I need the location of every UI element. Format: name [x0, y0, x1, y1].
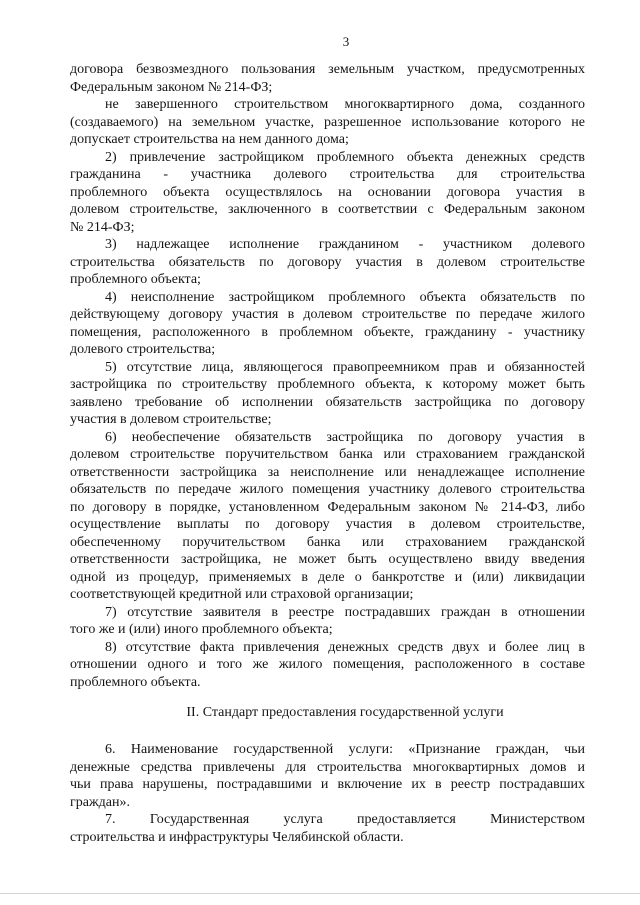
paragraph-item-7: [70, 604, 585, 639]
text-line: осуществление выплаты по договору участия в долевом строительстве,: [70, 517, 585, 532]
text-line: договора безвозмездного пользования земельным участком, предусмотренных: [70, 62, 585, 77]
text-line: (создаваемого) на земельном участке, разрешенное использование которого не: [70, 114, 585, 130]
text-line: действующему договору участия в долевом строительстве по передаче жилого: [70, 307, 585, 322]
text-line: строительства и инфраструктуры Челябинской области.: [70, 829, 404, 845]
text-line: граждан».: [70, 794, 130, 810]
paragraph-clause-7: [70, 811, 585, 846]
text-line: 2) привлечение застройщиком проблемного объекта денежных средств: [105, 149, 585, 165]
text-line: одной из процедур, применяемых в деле о банкротстве и (или) ликвидации: [70, 569, 585, 585]
paragraph-item-3: [70, 236, 585, 289]
text-line: не завершенного строительством многоквартирного дома, созданного: [105, 97, 585, 112]
page-number: 3: [342, 34, 350, 49]
text-line: ответственности застройщика за неисполнение или ненадлежащее исполнение: [70, 464, 585, 480]
paragraph-item-6: [70, 429, 585, 604]
text-line: 7) отсутствие заявителя в реестре пострадавших граждан в отношении: [105, 604, 585, 620]
paragraph-item-2: [70, 149, 585, 237]
paragraph-clause-6: [70, 741, 585, 811]
text-line: Федеральным законом № 214-ФЗ;: [70, 79, 273, 95]
text-line: отношении одного и того же жилого помещения, расположенного в составе: [70, 657, 585, 672]
document-body: [70, 61, 585, 846]
text-line: 7. Государственная услуга предоставляется Министерством: [105, 812, 585, 827]
paragraph-item-4: [70, 289, 585, 359]
paragraph-continuation: [70, 61, 585, 96]
text-line: долевом строительстве поручительством банка или страхованием гражданской: [70, 447, 585, 462]
text-line: 5) отсутствие лица, являющегося правопреемником прав и обязанностей: [105, 359, 585, 375]
text-line: заявлено требование об исполнении обязательств застройщика по договору: [70, 394, 585, 410]
text-line: проблемного объекта осуществлялось на основании договора участия в: [70, 184, 585, 200]
text-line: 8) отсутствие факта привлечения денежных средств двух и более лиц в: [105, 639, 585, 655]
text-line: ответственности застройщика, не может быть осуществлено ввиду введения: [70, 552, 585, 567]
paragraph-item-8: [70, 639, 585, 692]
text-line: 4) неисполнение застройщиком проблемного объекта обязательств по: [105, 289, 585, 305]
text-line: долевом строительстве, заключенного в соответствии с Федеральным законом: [70, 202, 585, 217]
text-line: по договору в порядке, установленном Федеральным законом № 214-ФЗ, либо: [70, 499, 585, 515]
text-line: гражданина - участника долевого строительства для строительства: [70, 167, 585, 182]
text-line: допускает строительства на нем данного дома;: [70, 132, 349, 147]
text-line: того же и (или) иного проблемного объекта;: [70, 622, 333, 637]
text-line: 6. Наименование государственной услуги: «Признание граждан, чьи: [105, 742, 585, 757]
paragraph-unfinished-building: [70, 96, 585, 149]
text-line: строительства обязательств по договору участия в долевом строительстве: [70, 254, 585, 270]
text-line: соответствующей кредитной или страховой организации;: [70, 587, 414, 602]
text-line: застройщика по строительству проблемного объекта, к которому может быть: [70, 377, 585, 392]
text-line: обеспеченному поручительством банка или страхованием гражданской: [70, 534, 585, 550]
scan-edge-line: [0, 893, 640, 894]
text-line: долевого строительства;: [70, 342, 216, 357]
text-line: проблемного объекта.: [70, 674, 201, 690]
text-line: помещения, расположенного в проблемном объекте, гражданину - участнику: [70, 324, 585, 340]
paragraph-item-5: [70, 359, 585, 429]
text-line: 6) необеспечение обязательств застройщика по договору участия в: [105, 429, 585, 445]
text-line: денежные средства привлечены для строительства многоквартирных домов и: [70, 759, 585, 775]
text-line: обязательств по передаче жилого помещения участнику долевого строительства: [70, 482, 585, 497]
text-line: 3) надлежащее исполнение гражданином - участником долевого: [105, 237, 585, 252]
text-line: чьи права нарушены, пострадавшими и включение их в реестр пострадавших: [70, 777, 585, 792]
section-heading: II. Стандарт предоставления государственной услуги: [186, 704, 504, 720]
text-line: проблемного объекта;: [70, 272, 201, 287]
text-line: участия в долевом строительстве;: [70, 412, 272, 427]
text-line: № 214-ФЗ;: [70, 219, 135, 235]
